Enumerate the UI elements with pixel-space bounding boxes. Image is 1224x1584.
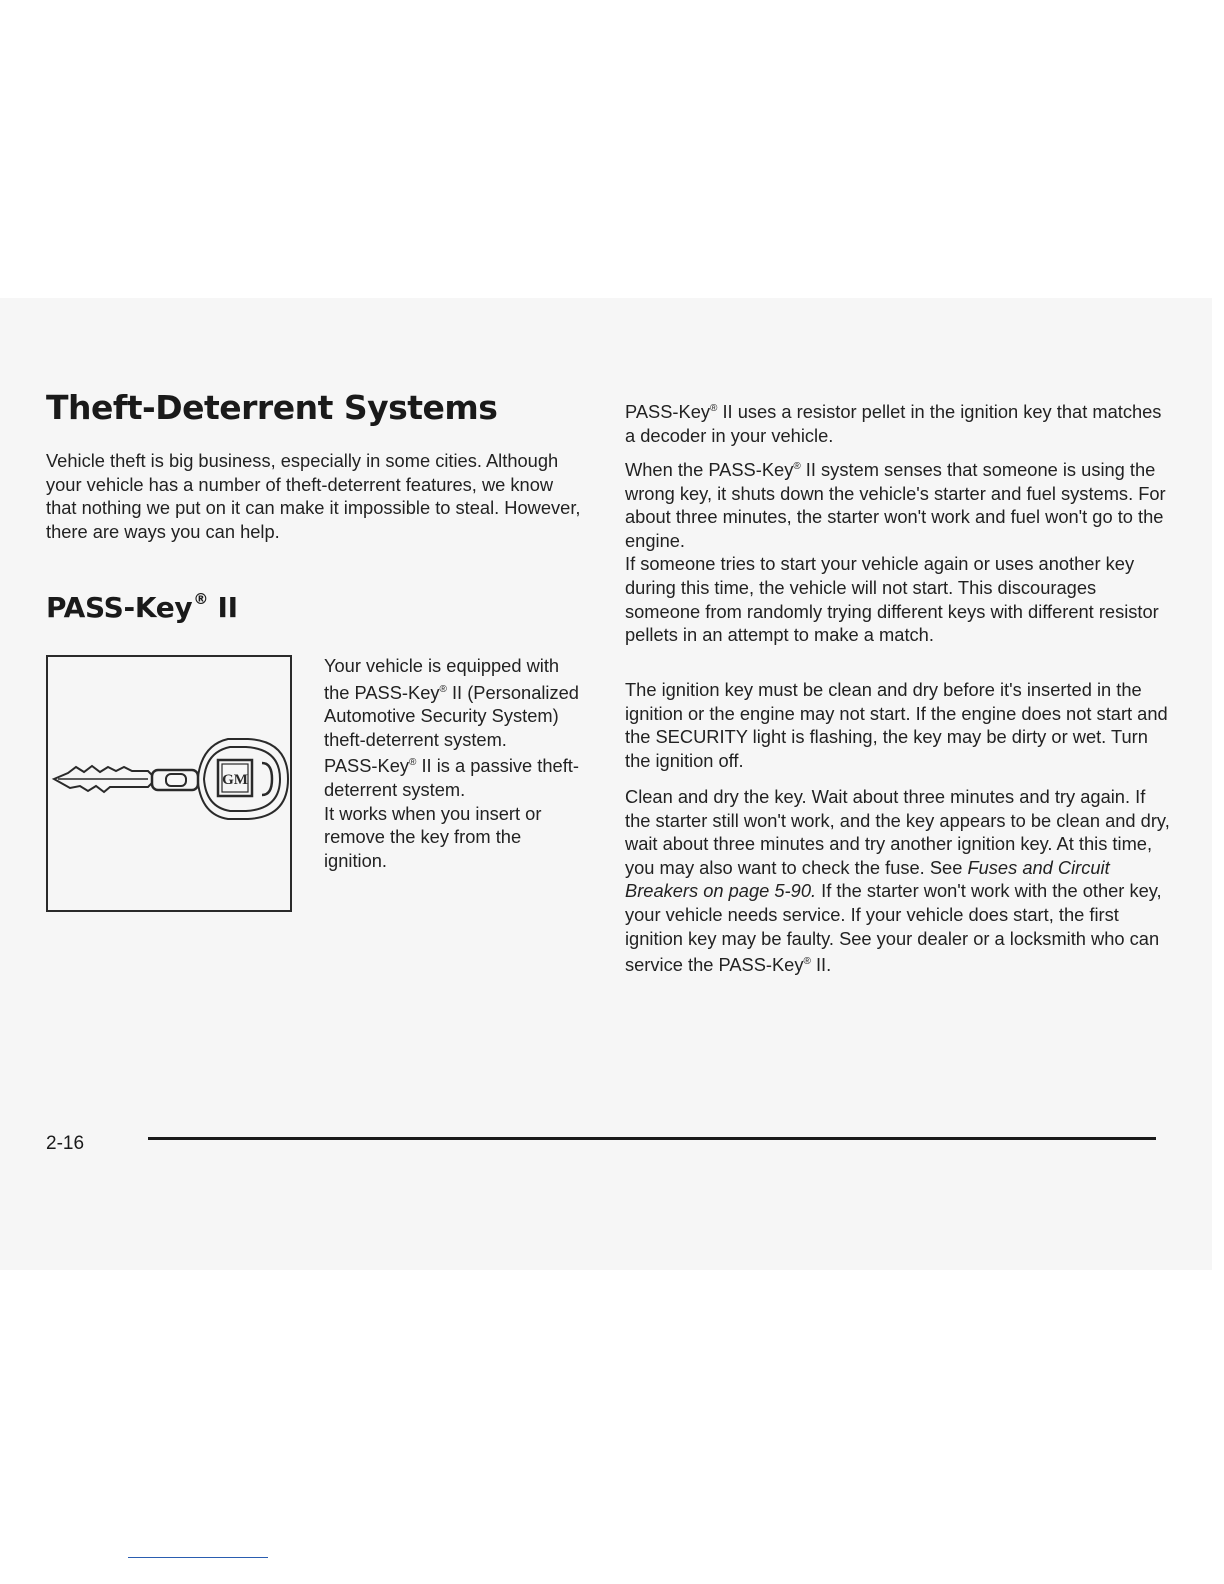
registered-mark: ® bbox=[710, 403, 718, 414]
registered-mark: ® bbox=[409, 757, 417, 769]
section-title-suffix: II bbox=[208, 591, 238, 624]
key-ring-hole bbox=[262, 763, 272, 795]
registered-mark: ® bbox=[803, 956, 811, 968]
footer-divider bbox=[148, 1137, 1156, 1140]
page-number: 2-16 bbox=[46, 1133, 85, 1154]
registered-mark: ® bbox=[193, 590, 209, 608]
troubleshoot-paragraph: Clean and dry the key. Wait about three minutes and try again. If the starter still won't work, and the key appears to be clean and dry, wait about three minutes and try another ignition key. At this time, you may also want to check the fuse. See Fuses and Circuit Breakers on page 5-90. If the starter won't work with the other key, your vehicle needs service. If your vehicle does start, the first ignition key may be faulty. See your dealer or a locksmith who can service the PASS-Key® II. bbox=[625, 786, 1170, 976]
resistor-pellet-paragraph: PASS-Key® II uses a resistor pellet in the ignition key that matches a decoder in your vehicle. bbox=[625, 401, 1162, 446]
resistor-pellet bbox=[166, 774, 186, 786]
registered-mark: ® bbox=[439, 683, 447, 695]
link-underline bbox=[128, 1557, 268, 1558]
key-illustration bbox=[46, 655, 292, 912]
section-title-pass-key bbox=[46, 590, 238, 624]
clean-key-paragraph: The ignition key must be clean and dry before it's inserted in the ignition or the engine may not start. If the engine does not start and the SECURITY light is flashing, the key may be dirty or wet. Turn the ignition off. bbox=[625, 679, 1168, 771]
intro-paragraph: Vehicle theft is big business, especially in some cities. Although your vehicle has a number of theft-deterrent features, we know that nothing we put on it can make it impossible to steal. However, there are ways you can help. bbox=[46, 450, 581, 542]
section-title-text: PASS-Key bbox=[46, 591, 193, 624]
ignition-key-icon bbox=[48, 657, 290, 910]
pass-key-description: Your vehicle is equipped with the PASS-Key® II (Personalized Automotive Security System) theft-deterrent system. PASS-Key® II is a passive theft-deterrent system. It works when you insert or remove the key from the ignition. bbox=[324, 655, 579, 871]
registered-mark: ® bbox=[793, 461, 801, 472]
gm-logo-text: GM bbox=[222, 772, 248, 788]
fuses-reference-link[interactable]: Fuses and Circuit Breakers on page 5-90. bbox=[625, 856, 1110, 902]
wrong-key-paragraph: When the PASS-Key® II system senses that someone is using the wrong key, it shuts down the vehicle's starter and fuel systems. For about three minutes, the starter won't work and fuel won't go to the engine. If someone tries to start your vehicle again or uses another key during this time, the vehicle will not start. This discourages someone from randomly trying different keys with different resistor pellets in an attempt to make a match. bbox=[625, 459, 1166, 646]
page-title: Theft-Deterrent Systems bbox=[46, 388, 498, 427]
